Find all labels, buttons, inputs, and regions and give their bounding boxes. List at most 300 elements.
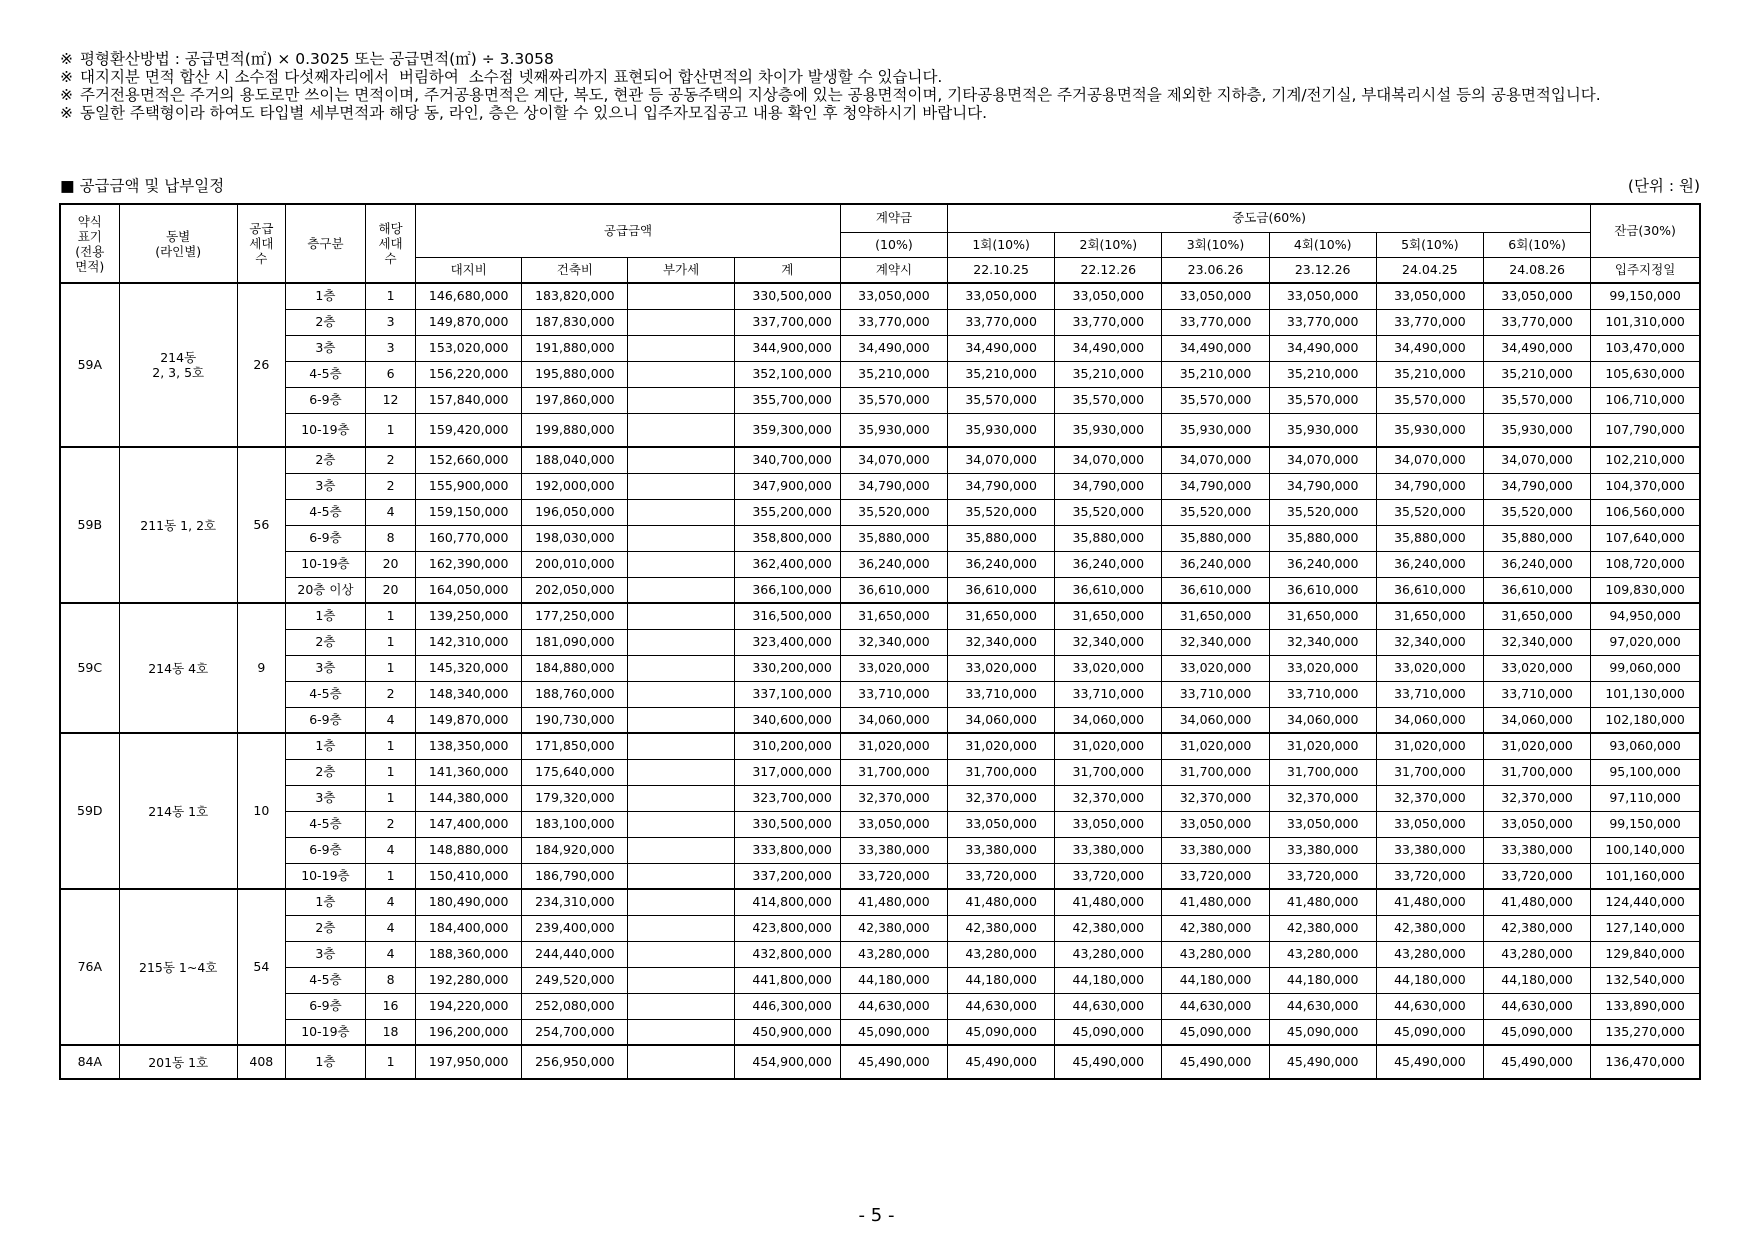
floor-households-cell: 1: [366, 785, 416, 811]
land-cost-cell: 184,400,000: [416, 915, 522, 941]
middle-payment-cell: 31,650,000: [1376, 603, 1483, 629]
vat-cell: [628, 863, 734, 889]
middle-payment-cell: 44,630,000: [1483, 993, 1590, 1019]
table-row: [60, 759, 1700, 785]
contract-cell: 35,930,000: [840, 413, 947, 447]
middle-payment-cell: 36,610,000: [948, 577, 1055, 603]
note-text: 대지지분 면적 합산 시 소수점 다섯째자리에서 버림하여 소수점 넷째짜리까지 표현되어 합산면적의 차이가 발생할 수 있습니다.: [80, 68, 943, 86]
middle-payment-cell: 33,050,000: [1376, 283, 1483, 309]
middle-payment-cell: 33,770,000: [1269, 309, 1376, 335]
total-cell: 323,700,000: [734, 785, 840, 811]
land-cost-cell: 188,360,000: [416, 941, 522, 967]
land-cost-cell: 192,280,000: [416, 967, 522, 993]
table-row: [60, 387, 1700, 413]
floor-cell: 6-9층: [285, 837, 365, 863]
contract-cell: 33,770,000: [840, 309, 947, 335]
middle-payment-cell: 45,090,000: [1376, 1019, 1483, 1045]
vat-cell: [628, 1019, 734, 1045]
contract-cell: 44,630,000: [840, 993, 947, 1019]
table-row: [60, 335, 1700, 361]
table-row: [60, 629, 1700, 655]
middle-payment-cell: 33,050,000: [1483, 283, 1590, 309]
note-item: [60, 50, 1700, 68]
middle-payment-cell: 35,210,000: [948, 361, 1055, 387]
contract-cell: 45,490,000: [840, 1045, 947, 1079]
floor-households-cell: 18: [366, 1019, 416, 1045]
middle-payment-cell: 35,570,000: [1269, 387, 1376, 413]
floor-cell: 2층: [285, 447, 365, 473]
middle-payment-cell: 31,700,000: [948, 759, 1055, 785]
type-cell: 59A: [60, 283, 119, 447]
table-row: [60, 1019, 1700, 1045]
middle-payment-cell: 34,070,000: [1269, 447, 1376, 473]
floor-households-cell: 1: [366, 283, 416, 309]
floor-households-cell: 4: [366, 941, 416, 967]
land-cost-cell: 150,410,000: [416, 863, 522, 889]
floor-households-cell: 12: [366, 387, 416, 413]
total-cell: 423,800,000: [734, 915, 840, 941]
vat-cell: [628, 603, 734, 629]
building-cost-cell: 177,250,000: [522, 603, 628, 629]
balance-cell: 133,890,000: [1591, 993, 1700, 1019]
middle-payment-cell: 34,790,000: [1162, 473, 1269, 499]
floor-cell: 6-9층: [285, 387, 365, 413]
note-text: 동일한 주택형이라 하여도 타입별 세부면적과 해당 동, 라인, 층은 상이할 수 있으니 입주자모집공고 내용 확인 후 청약하시기 바랍니다.: [80, 104, 988, 122]
balance-cell: 129,840,000: [1591, 941, 1700, 967]
middle-payment-cell: 33,050,000: [948, 283, 1055, 309]
middle-payment-cell: 45,490,000: [1269, 1045, 1376, 1079]
floor-households-cell: 4: [366, 889, 416, 915]
vat-cell: [628, 413, 734, 447]
vat-cell: [628, 309, 734, 335]
middle-payment-cell: 34,790,000: [1376, 473, 1483, 499]
middle-payment-cell: 35,570,000: [1055, 387, 1162, 413]
middle-payment-cell: 36,610,000: [1162, 577, 1269, 603]
middle-payment-cell: 33,050,000: [1483, 811, 1590, 837]
middle-payment-cell: 33,710,000: [1483, 681, 1590, 707]
floor-households-cell: 16: [366, 993, 416, 1019]
middle-payment-cell: 31,650,000: [1162, 603, 1269, 629]
middle-payment-cell: 31,650,000: [1269, 603, 1376, 629]
middle-payment-cell: 34,490,000: [1269, 335, 1376, 361]
table-row: [60, 361, 1700, 387]
total-cell: 316,500,000: [734, 603, 840, 629]
contract-cell: 34,070,000: [840, 447, 947, 473]
balance-cell: 108,720,000: [1591, 551, 1700, 577]
middle-payment-cell: 36,240,000: [1055, 551, 1162, 577]
contract-cell: 36,240,000: [840, 551, 947, 577]
dong-cell: 214동 1호: [119, 733, 237, 889]
table-row: [60, 837, 1700, 863]
contract-cell: 33,710,000: [840, 681, 947, 707]
middle-payment-cell: 44,180,000: [1269, 967, 1376, 993]
page-number: - 5 -: [858, 1205, 895, 1226]
section-header: [60, 174, 1700, 196]
vat-cell: [628, 733, 734, 759]
middle-payment-cell: 42,380,000: [1483, 915, 1590, 941]
total-cell: 450,900,000: [734, 1019, 840, 1045]
middle-payment-cell: 34,060,000: [1376, 707, 1483, 733]
balance-cell: 99,150,000: [1591, 283, 1700, 309]
col-floor-households-label: 해당 세대 수: [378, 221, 403, 266]
middle-payment-cell: 34,790,000: [1483, 473, 1590, 499]
dong-cell: 201동 1호: [119, 1045, 237, 1079]
middle-payment-cell: 35,210,000: [1055, 361, 1162, 387]
total-cell: 330,500,000: [734, 811, 840, 837]
floor-households-cell: 1: [366, 413, 416, 447]
floor-cell: 3층: [285, 655, 365, 681]
middle-payment-cell: 44,180,000: [948, 967, 1055, 993]
middle-payment-cell: 32,340,000: [1269, 629, 1376, 655]
note-item: [60, 104, 1700, 122]
vat-cell: [628, 577, 734, 603]
total-cell: 310,200,000: [734, 733, 840, 759]
type-cell: 76A: [60, 889, 119, 1045]
total-cell: 337,700,000: [734, 309, 840, 335]
col-contract-pct: (10%): [840, 232, 947, 257]
middle-payment-cell: 34,070,000: [1055, 447, 1162, 473]
building-cost-cell: 183,820,000: [522, 283, 628, 309]
middle-payment-cell: 33,720,000: [948, 863, 1055, 889]
middle-payment-cell: 34,490,000: [1483, 335, 1590, 361]
middle-payment-cell: 33,710,000: [1376, 681, 1483, 707]
table-row: [60, 993, 1700, 1019]
table-row: [60, 499, 1700, 525]
middle-payment-cell: 45,090,000: [1055, 1019, 1162, 1045]
type-cell: 59C: [60, 603, 119, 733]
balance-cell: 136,470,000: [1591, 1045, 1700, 1079]
table-row: [60, 655, 1700, 681]
land-cost-cell: 149,870,000: [416, 707, 522, 733]
type-cell: 59B: [60, 447, 119, 603]
building-cost-cell: 254,700,000: [522, 1019, 628, 1045]
middle-payment-cell: 34,070,000: [948, 447, 1055, 473]
floor-households-cell: 1: [366, 1045, 416, 1079]
land-cost-cell: 156,220,000: [416, 361, 522, 387]
balance-cell: 106,560,000: [1591, 499, 1700, 525]
middle-payment-cell: 33,050,000: [1376, 811, 1483, 837]
col-middle-round: 1회(10%): [948, 232, 1055, 257]
col-land: 대지비: [416, 257, 522, 283]
notes: [60, 50, 1700, 122]
vat-cell: [628, 335, 734, 361]
middle-payment-cell: 33,380,000: [948, 837, 1055, 863]
table-row: [60, 447, 1700, 473]
middle-payment-cell: 31,700,000: [1483, 759, 1590, 785]
middle-payment-cell: 34,060,000: [1269, 707, 1376, 733]
middle-payment-cell: 32,370,000: [1483, 785, 1590, 811]
vat-cell: [628, 967, 734, 993]
floor-households-cell: 6: [366, 361, 416, 387]
middle-payment-cell: 31,650,000: [1055, 603, 1162, 629]
col-middle-date: 24.08.26: [1483, 257, 1590, 283]
middle-payment-cell: 35,570,000: [1483, 387, 1590, 413]
middle-payment-cell: 36,240,000: [1269, 551, 1376, 577]
note-item: [60, 86, 1700, 104]
floor-cell: 6-9층: [285, 525, 365, 551]
land-cost-cell: 147,400,000: [416, 811, 522, 837]
vat-cell: [628, 889, 734, 915]
table-row: [60, 551, 1700, 577]
table-row: [60, 863, 1700, 889]
price-schedule-table: [59, 203, 1701, 1080]
col-contract: 계약금: [840, 204, 947, 232]
building-cost-cell: 183,100,000: [522, 811, 628, 837]
middle-payment-cell: 32,370,000: [1269, 785, 1376, 811]
middle-payment-cell: 34,490,000: [948, 335, 1055, 361]
table-row: [60, 283, 1700, 309]
contract-cell: 35,520,000: [840, 499, 947, 525]
balance-cell: 97,110,000: [1591, 785, 1700, 811]
vat-cell: [628, 447, 734, 473]
middle-payment-cell: 41,480,000: [1483, 889, 1590, 915]
building-cost-cell: 234,310,000: [522, 889, 628, 915]
floor-cell: 10-19층: [285, 551, 365, 577]
col-floor-households: [366, 204, 416, 283]
middle-payment-cell: 34,070,000: [1483, 447, 1590, 473]
floor-cell: 1층: [285, 889, 365, 915]
col-middle-date: 23.12.26: [1269, 257, 1376, 283]
land-cost-cell: 197,950,000: [416, 1045, 522, 1079]
vat-cell: [628, 1045, 734, 1079]
total-cell: 317,000,000: [734, 759, 840, 785]
floor-cell: 6-9층: [285, 707, 365, 733]
contract-cell: 34,060,000: [840, 707, 947, 733]
col-middle-date: 23.06.26: [1162, 257, 1269, 283]
land-cost-cell: 139,250,000: [416, 603, 522, 629]
middle-payment-cell: 34,790,000: [1055, 473, 1162, 499]
contract-cell: 33,720,000: [840, 863, 947, 889]
vat-cell: [628, 473, 734, 499]
middle-payment-cell: 35,930,000: [1483, 413, 1590, 447]
floor-cell: 3층: [285, 941, 365, 967]
vat-cell: [628, 655, 734, 681]
middle-payment-cell: 33,020,000: [1055, 655, 1162, 681]
middle-payment-cell: 31,020,000: [1269, 733, 1376, 759]
middle-payment-cell: 33,050,000: [1162, 811, 1269, 837]
middle-payment-cell: 31,700,000: [1269, 759, 1376, 785]
middle-payment-cell: 44,630,000: [948, 993, 1055, 1019]
vat-cell: [628, 361, 734, 387]
balance-cell: 93,060,000: [1591, 733, 1700, 759]
middle-payment-cell: 45,090,000: [1483, 1019, 1590, 1045]
middle-payment-cell: 32,370,000: [1055, 785, 1162, 811]
col-middle-round: 3회(10%): [1162, 232, 1269, 257]
col-building: 건축비: [522, 257, 628, 283]
balance-cell: 97,020,000: [1591, 629, 1700, 655]
middle-payment-cell: 34,060,000: [1055, 707, 1162, 733]
middle-payment-cell: 33,380,000: [1162, 837, 1269, 863]
middle-payment-cell: 33,050,000: [1269, 811, 1376, 837]
vat-cell: [628, 499, 734, 525]
balance-cell: 94,950,000: [1591, 603, 1700, 629]
floor-households-cell: 2: [366, 811, 416, 837]
building-cost-cell: 196,050,000: [522, 499, 628, 525]
middle-payment-cell: 33,710,000: [1162, 681, 1269, 707]
floor-households-cell: 1: [366, 603, 416, 629]
middle-payment-cell: 32,340,000: [1483, 629, 1590, 655]
middle-payment-cell: 35,880,000: [948, 525, 1055, 551]
middle-payment-cell: 41,480,000: [1269, 889, 1376, 915]
land-cost-cell: 148,880,000: [416, 837, 522, 863]
middle-payment-cell: 43,280,000: [1483, 941, 1590, 967]
building-cost-cell: 190,730,000: [522, 707, 628, 733]
floor-cell: 2층: [285, 629, 365, 655]
floor-cell: 10-19층: [285, 413, 365, 447]
contract-cell: 33,380,000: [840, 837, 947, 863]
balance-cell: 107,640,000: [1591, 525, 1700, 551]
middle-payment-cell: 35,520,000: [1055, 499, 1162, 525]
floor-households-cell: 3: [366, 309, 416, 335]
contract-cell: 35,570,000: [840, 387, 947, 413]
middle-payment-cell: 33,770,000: [1376, 309, 1483, 335]
land-cost-cell: 153,020,000: [416, 335, 522, 361]
middle-payment-cell: 33,720,000: [1483, 863, 1590, 889]
middle-payment-cell: 44,630,000: [1162, 993, 1269, 1019]
floor-households-cell: 3: [366, 335, 416, 361]
contract-cell: 44,180,000: [840, 967, 947, 993]
col-balance: 잔금(30%): [1591, 204, 1700, 257]
middle-payment-cell: 32,340,000: [1162, 629, 1269, 655]
col-middle-round: 5회(10%): [1376, 232, 1483, 257]
table-row: [60, 1045, 1700, 1079]
middle-payment-cell: 41,480,000: [1055, 889, 1162, 915]
type-cell: 84A: [60, 1045, 119, 1079]
floor-cell: 2층: [285, 759, 365, 785]
middle-payment-cell: 34,490,000: [1055, 335, 1162, 361]
col-contract-when: 계약시: [840, 257, 947, 283]
middle-payment-cell: 36,610,000: [1269, 577, 1376, 603]
floor-households-cell: 1: [366, 655, 416, 681]
floor-households-cell: 4: [366, 915, 416, 941]
middle-payment-cell: 41,480,000: [1376, 889, 1483, 915]
unit-label: (단위 : 원): [1627, 177, 1700, 195]
type-cell: 59D: [60, 733, 119, 889]
contract-cell: 31,650,000: [840, 603, 947, 629]
building-cost-cell: 184,880,000: [522, 655, 628, 681]
middle-payment-cell: 33,720,000: [1055, 863, 1162, 889]
middle-payment-cell: 43,280,000: [1162, 941, 1269, 967]
middle-payment-cell: 33,050,000: [1055, 811, 1162, 837]
building-cost-cell: 249,520,000: [522, 967, 628, 993]
balance-cell: 101,310,000: [1591, 309, 1700, 335]
building-cost-cell: 191,880,000: [522, 335, 628, 361]
table-row: [60, 413, 1700, 447]
middle-payment-cell: 45,490,000: [1376, 1045, 1483, 1079]
building-cost-cell: 175,640,000: [522, 759, 628, 785]
floor-cell: 20층 이상: [285, 577, 365, 603]
middle-payment-cell: 31,020,000: [1162, 733, 1269, 759]
col-households: [237, 204, 285, 283]
middle-payment-cell: 33,020,000: [1269, 655, 1376, 681]
middle-payment-cell: 42,380,000: [1055, 915, 1162, 941]
table-row: [60, 915, 1700, 941]
section-title: ■ 공급금액 및 납부일정: [60, 177, 225, 195]
middle-payment-cell: 45,490,000: [1055, 1045, 1162, 1079]
building-cost-cell: 198,030,000: [522, 525, 628, 551]
contract-cell: 35,210,000: [840, 361, 947, 387]
table-row: [60, 733, 1700, 759]
table-row: [60, 707, 1700, 733]
vat-cell: [628, 387, 734, 413]
vat-cell: [628, 759, 734, 785]
middle-payment-cell: 33,770,000: [948, 309, 1055, 335]
households-cell: 10: [237, 733, 285, 889]
land-cost-cell: 159,420,000: [416, 413, 522, 447]
balance-cell: 102,180,000: [1591, 707, 1700, 733]
total-cell: 344,900,000: [734, 335, 840, 361]
middle-payment-cell: 34,060,000: [1483, 707, 1590, 733]
balance-cell: 102,210,000: [1591, 447, 1700, 473]
floor-cell: 10-19층: [285, 863, 365, 889]
middle-payment-cell: 34,060,000: [1162, 707, 1269, 733]
middle-payment-cell: 32,370,000: [1376, 785, 1483, 811]
middle-payment-cell: 32,340,000: [948, 629, 1055, 655]
land-cost-cell: 159,150,000: [416, 499, 522, 525]
contract-cell: 33,050,000: [840, 283, 947, 309]
middle-payment-cell: 35,520,000: [1376, 499, 1483, 525]
middle-payment-cell: 33,710,000: [1055, 681, 1162, 707]
vat-cell: [628, 525, 734, 551]
middle-payment-cell: 35,210,000: [1269, 361, 1376, 387]
total-cell: 340,700,000: [734, 447, 840, 473]
middle-payment-cell: 42,380,000: [948, 915, 1055, 941]
col-middle-date: 22.12.26: [1055, 257, 1162, 283]
middle-payment-cell: 34,790,000: [1269, 473, 1376, 499]
middle-payment-cell: 35,520,000: [1483, 499, 1590, 525]
middle-payment-cell: 31,700,000: [1055, 759, 1162, 785]
balance-cell: 95,100,000: [1591, 759, 1700, 785]
middle-payment-cell: 35,880,000: [1483, 525, 1590, 551]
balance-cell: 104,370,000: [1591, 473, 1700, 499]
contract-cell: 32,340,000: [840, 629, 947, 655]
floor-cell: 4-5층: [285, 967, 365, 993]
floor-households-cell: 2: [366, 473, 416, 499]
total-cell: 359,300,000: [734, 413, 840, 447]
total-cell: 358,800,000: [734, 525, 840, 551]
balance-cell: 124,440,000: [1591, 889, 1700, 915]
middle-payment-cell: 31,700,000: [1162, 759, 1269, 785]
middle-payment-cell: 34,790,000: [948, 473, 1055, 499]
floor-households-cell: 1: [366, 863, 416, 889]
floor-cell: 4-5층: [285, 499, 365, 525]
middle-payment-cell: 45,490,000: [948, 1045, 1055, 1079]
table-row: [60, 811, 1700, 837]
middle-payment-cell: 44,180,000: [1376, 967, 1483, 993]
building-cost-cell: 171,850,000: [522, 733, 628, 759]
note-text: 주거전용면적은 주거의 용도로만 쓰이는 면적이며, 주거공용면적은 계단, 복도, 현관 등 공동주택의 지상층에 있는 공용면적이며, 기타공용면적은 주거공용면적을 제외한 지하층, 기계/전기실, 부대복리시설 등의 공용면적입니다.: [80, 86, 1601, 104]
floor-cell: 2층: [285, 309, 365, 335]
middle-payment-cell: 44,180,000: [1055, 967, 1162, 993]
middle-payment-cell: 33,050,000: [948, 811, 1055, 837]
middle-payment-cell: 34,490,000: [1376, 335, 1483, 361]
middle-payment-cell: 33,710,000: [1269, 681, 1376, 707]
middle-payment-cell: 31,700,000: [1376, 759, 1483, 785]
households-cell: 26: [237, 283, 285, 447]
middle-payment-cell: 36,610,000: [1483, 577, 1590, 603]
floor-households-cell: 4: [366, 837, 416, 863]
total-cell: 340,600,000: [734, 707, 840, 733]
floor-households-cell: 8: [366, 525, 416, 551]
middle-payment-cell: 35,930,000: [1269, 413, 1376, 447]
middle-payment-cell: 44,630,000: [1269, 993, 1376, 1019]
vat-cell: [628, 941, 734, 967]
contract-cell: 43,280,000: [840, 941, 947, 967]
building-cost-cell: 192,000,000: [522, 473, 628, 499]
middle-payment-cell: 36,240,000: [1483, 551, 1590, 577]
col-middle-round: 2회(10%): [1055, 232, 1162, 257]
middle-payment-cell: 33,770,000: [1483, 309, 1590, 335]
